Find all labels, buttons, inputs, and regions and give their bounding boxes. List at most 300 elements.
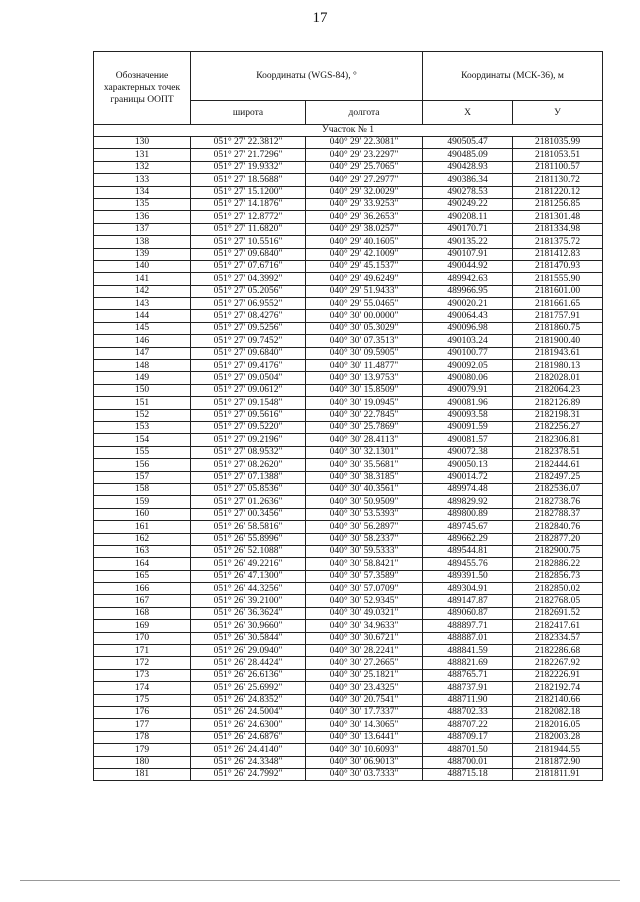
- y-cell: 2182856.73: [513, 570, 603, 582]
- longitude-cell: 040° 30' 23.4325": [306, 682, 423, 694]
- longitude-cell: 040° 29' 32.0029": [306, 186, 423, 198]
- y-cell: 2182286.68: [513, 645, 603, 657]
- point-id-cell: 169: [94, 620, 191, 632]
- latitude-cell: 051° 26' 24.4140": [191, 744, 306, 756]
- y-cell: 2182840.76: [513, 521, 603, 533]
- table-row: [94, 198, 603, 210]
- longitude-cell: 040° 30' 27.2665": [306, 657, 423, 669]
- table-row: [94, 273, 603, 285]
- x-cell: 490064.43: [423, 310, 513, 322]
- latitude-cell: 051° 27' 21.7296": [191, 149, 306, 161]
- table-row: [94, 756, 603, 768]
- x-cell: 490249.22: [423, 198, 513, 210]
- x-cell: 488765.71: [423, 669, 513, 681]
- y-cell: 2182334.57: [513, 632, 603, 644]
- table-row: [94, 161, 603, 173]
- y-cell: 2181811.91: [513, 768, 603, 780]
- latitude-cell: 051° 27' 14.1876": [191, 198, 306, 210]
- x-cell: 490044.92: [423, 260, 513, 272]
- point-id-cell: 176: [94, 706, 191, 718]
- x-cell: 488711.90: [423, 694, 513, 706]
- x-cell: 490170.71: [423, 223, 513, 235]
- header-x: X: [423, 101, 513, 125]
- x-cell: 490103.24: [423, 335, 513, 347]
- x-cell: 489974.48: [423, 483, 513, 495]
- x-cell: 488702.33: [423, 706, 513, 718]
- x-cell: 488897.71: [423, 620, 513, 632]
- y-cell: 2182886.22: [513, 558, 603, 570]
- table-row: [94, 459, 603, 471]
- latitude-cell: 051° 26' 52.1088": [191, 545, 306, 557]
- longitude-cell: 040° 30' 17.7337": [306, 706, 423, 718]
- x-cell: 490014.72: [423, 471, 513, 483]
- y-cell: 2182028.01: [513, 372, 603, 384]
- y-cell: 2181900.40: [513, 335, 603, 347]
- x-cell: 490091.59: [423, 421, 513, 433]
- longitude-cell: 040° 29' 25.7065": [306, 161, 423, 173]
- table-row: [94, 409, 603, 421]
- y-cell: 2181555.90: [513, 273, 603, 285]
- table-row: [94, 137, 603, 149]
- x-cell: 489829.92: [423, 496, 513, 508]
- y-cell: 2182126.89: [513, 397, 603, 409]
- latitude-cell: 051° 27' 05.8536": [191, 483, 306, 495]
- latitude-cell: 051° 26' 24.7992": [191, 768, 306, 780]
- table-row: [94, 322, 603, 334]
- latitude-cell: 051° 26' 30.5844": [191, 632, 306, 644]
- x-cell: 488821.69: [423, 657, 513, 669]
- point-id-cell: 146: [94, 335, 191, 347]
- longitude-cell: 040° 30' 28.4113": [306, 434, 423, 446]
- longitude-cell: 040° 29' 38.0257": [306, 223, 423, 235]
- point-id-cell: 149: [94, 372, 191, 384]
- table-row: [94, 533, 603, 545]
- header-y: У: [513, 101, 603, 125]
- y-cell: 2181375.72: [513, 236, 603, 248]
- point-id-cell: 173: [94, 669, 191, 681]
- table-row: [94, 186, 603, 198]
- longitude-cell: 040° 30' 06.9013": [306, 756, 423, 768]
- latitude-cell: 051° 27' 06.9552": [191, 298, 306, 310]
- point-id-cell: 179: [94, 744, 191, 756]
- x-cell: 489662.29: [423, 533, 513, 545]
- point-id-cell: 174: [94, 682, 191, 694]
- x-cell: 490081.57: [423, 434, 513, 446]
- header-longitude: долгота: [306, 101, 423, 125]
- header-latitude: широта: [191, 101, 306, 125]
- x-cell: 490208.11: [423, 211, 513, 223]
- latitude-cell: 051° 27' 09.5256": [191, 322, 306, 334]
- table-row: [94, 595, 603, 607]
- latitude-cell: 051° 26' 30.9660": [191, 620, 306, 632]
- longitude-cell: 040° 30' 09.5905": [306, 347, 423, 359]
- table-row: [94, 545, 603, 557]
- y-cell: 2182497.25: [513, 471, 603, 483]
- longitude-cell: 040° 30' 10.6093": [306, 744, 423, 756]
- table-row: [94, 285, 603, 297]
- longitude-cell: 040° 29' 45.1537": [306, 260, 423, 272]
- longitude-cell: 040° 30' 03.7333": [306, 768, 423, 780]
- y-cell: 2181470.93: [513, 260, 603, 272]
- longitude-cell: 040° 30' 32.1301": [306, 446, 423, 458]
- y-cell: 2182003.28: [513, 731, 603, 743]
- x-cell: 488715.18: [423, 768, 513, 780]
- point-id-cell: 138: [94, 236, 191, 248]
- latitude-cell: 051° 27' 01.2636": [191, 496, 306, 508]
- y-cell: 2181100.57: [513, 161, 603, 173]
- longitude-cell: 040° 30' 52.9345": [306, 595, 423, 607]
- latitude-cell: 051° 26' 24.6876": [191, 731, 306, 743]
- x-cell: 490096.98: [423, 322, 513, 334]
- latitude-cell: 051° 26' 29.0940": [191, 645, 306, 657]
- point-id-cell: 171: [94, 645, 191, 657]
- longitude-cell: 040° 30' 13.9753": [306, 372, 423, 384]
- latitude-cell: 051° 27' 07.6716": [191, 260, 306, 272]
- table-row: [94, 260, 603, 272]
- bottom-rule: [20, 880, 620, 881]
- table-row: [94, 657, 603, 669]
- longitude-cell: 040° 29' 55.0465": [306, 298, 423, 310]
- y-cell: 2181601.00: [513, 285, 603, 297]
- latitude-cell: 051° 27' 09.4176": [191, 360, 306, 372]
- y-cell: 2182378.51: [513, 446, 603, 458]
- section-row: [94, 125, 603, 137]
- point-id-cell: 162: [94, 533, 191, 545]
- point-id-cell: 163: [94, 545, 191, 557]
- x-cell: 490092.05: [423, 360, 513, 372]
- point-id-cell: 168: [94, 607, 191, 619]
- longitude-cell: 040° 30' 05.3029": [306, 322, 423, 334]
- x-cell: 490050.13: [423, 459, 513, 471]
- table-row: [94, 149, 603, 161]
- x-cell: 489304.91: [423, 583, 513, 595]
- y-cell: 2182192.74: [513, 682, 603, 694]
- point-id-cell: 155: [94, 446, 191, 458]
- point-id-cell: 152: [94, 409, 191, 421]
- header-point-designation: Обозначение характерных точек границы ООПТ: [94, 52, 191, 125]
- point-id-cell: 167: [94, 595, 191, 607]
- latitude-cell: 051° 27' 09.5616": [191, 409, 306, 421]
- table-row: [94, 372, 603, 384]
- longitude-cell: 040° 30' 07.3513": [306, 335, 423, 347]
- longitude-cell: 040° 30' 56.2897": [306, 521, 423, 533]
- table-row: [94, 632, 603, 644]
- latitude-cell: 051° 27' 09.0612": [191, 384, 306, 396]
- table-row: [94, 347, 603, 359]
- x-cell: 489391.50: [423, 570, 513, 582]
- latitude-cell: 051° 27' 15.1200": [191, 186, 306, 198]
- y-cell: 2182267.92: [513, 657, 603, 669]
- y-cell: 2181757.91: [513, 310, 603, 322]
- table-row: [94, 335, 603, 347]
- longitude-cell: 040° 30' 11.4877": [306, 360, 423, 372]
- latitude-cell: 051° 26' 55.8996": [191, 533, 306, 545]
- latitude-cell: 051° 26' 44.3256": [191, 583, 306, 595]
- y-cell: 2181860.75: [513, 322, 603, 334]
- point-id-cell: 178: [94, 731, 191, 743]
- point-id-cell: 154: [94, 434, 191, 446]
- table-row: [94, 706, 603, 718]
- table-row: [94, 384, 603, 396]
- point-id-cell: 150: [94, 384, 191, 396]
- point-id-cell: 139: [94, 248, 191, 260]
- point-id-cell: 147: [94, 347, 191, 359]
- point-id-cell: 181: [94, 768, 191, 780]
- point-id-cell: 160: [94, 508, 191, 520]
- point-id-cell: 157: [94, 471, 191, 483]
- y-cell: 2181943.61: [513, 347, 603, 359]
- latitude-cell: 051° 27' 07.1388": [191, 471, 306, 483]
- y-cell: 2181301.48: [513, 211, 603, 223]
- longitude-cell: 040° 29' 49.6249": [306, 273, 423, 285]
- longitude-cell: 040° 30' 53.5393": [306, 508, 423, 520]
- point-id-cell: 133: [94, 174, 191, 186]
- table-row: [94, 471, 603, 483]
- latitude-cell: 051° 26' 26.6136": [191, 669, 306, 681]
- y-cell: 2182900.75: [513, 545, 603, 557]
- latitude-cell: 051° 27' 09.0504": [191, 372, 306, 384]
- point-id-cell: 175: [94, 694, 191, 706]
- y-cell: 2181872.90: [513, 756, 603, 768]
- table-row: [94, 607, 603, 619]
- table-row: [94, 174, 603, 186]
- table-row: [94, 434, 603, 446]
- point-id-cell: 130: [94, 137, 191, 149]
- x-cell: 488841.59: [423, 645, 513, 657]
- table-row: [94, 483, 603, 495]
- header-wgs84: Координаты (WGS-84), °: [191, 52, 423, 101]
- y-cell: 2182140.66: [513, 694, 603, 706]
- x-cell: 488737.91: [423, 682, 513, 694]
- point-id-cell: 143: [94, 298, 191, 310]
- coordinates-table: [93, 51, 603, 781]
- x-cell: 490135.22: [423, 236, 513, 248]
- latitude-cell: 051° 26' 36.3624": [191, 607, 306, 619]
- latitude-cell: 051° 27' 08.2620": [191, 459, 306, 471]
- point-id-cell: 151: [94, 397, 191, 409]
- longitude-cell: 040° 30' 19.0945": [306, 397, 423, 409]
- point-id-cell: 158: [94, 483, 191, 495]
- latitude-cell: 051° 26' 28.4424": [191, 657, 306, 669]
- longitude-cell: 040° 30' 58.8421": [306, 558, 423, 570]
- x-cell: 490080.06: [423, 372, 513, 384]
- table-row: [94, 682, 603, 694]
- x-cell: 488707.22: [423, 719, 513, 731]
- y-cell: 2181130.72: [513, 174, 603, 186]
- x-cell: 489745.67: [423, 521, 513, 533]
- y-cell: 2182877.20: [513, 533, 603, 545]
- point-id-cell: 144: [94, 310, 191, 322]
- table-row: [94, 570, 603, 582]
- latitude-cell: 051° 26' 24.3348": [191, 756, 306, 768]
- y-cell: 2182226.91: [513, 669, 603, 681]
- longitude-cell: 040° 30' 38.3185": [306, 471, 423, 483]
- longitude-cell: 040° 29' 33.9253": [306, 198, 423, 210]
- table-row: [94, 521, 603, 533]
- page-number: 17: [312, 10, 328, 26]
- y-cell: 2182691.52: [513, 607, 603, 619]
- y-cell: 2181256.85: [513, 198, 603, 210]
- longitude-cell: 040° 29' 27.2977": [306, 174, 423, 186]
- longitude-cell: 040° 30' 57.0709": [306, 583, 423, 595]
- latitude-cell: 051° 26' 49.2216": [191, 558, 306, 570]
- longitude-cell: 040° 30' 14.3065": [306, 719, 423, 731]
- latitude-cell: 051° 27' 09.2196": [191, 434, 306, 446]
- longitude-cell: 040° 30' 00.0000": [306, 310, 423, 322]
- y-cell: 2182016.05: [513, 719, 603, 731]
- x-cell: 488701.50: [423, 744, 513, 756]
- table-row: [94, 620, 603, 632]
- x-cell: 490505.47: [423, 137, 513, 149]
- x-cell: 490107.91: [423, 248, 513, 260]
- y-cell: 2182536.07: [513, 483, 603, 495]
- y-cell: 2181980.13: [513, 360, 603, 372]
- table-row: [94, 223, 603, 235]
- x-cell: 489060.87: [423, 607, 513, 619]
- y-cell: 2181412.83: [513, 248, 603, 260]
- y-cell: 2182256.27: [513, 421, 603, 433]
- latitude-cell: 051° 27' 05.2056": [191, 285, 306, 297]
- longitude-cell: 040° 30' 40.3561": [306, 483, 423, 495]
- latitude-cell: 051° 26' 39.2100": [191, 595, 306, 607]
- x-cell: 488887.01: [423, 632, 513, 644]
- x-cell: 490485.09: [423, 149, 513, 161]
- longitude-cell: 040° 30' 22.7845": [306, 409, 423, 421]
- x-cell: 490278.53: [423, 186, 513, 198]
- x-cell: 489966.95: [423, 285, 513, 297]
- point-id-cell: 134: [94, 186, 191, 198]
- table-row: [94, 768, 603, 780]
- longitude-cell: 040° 30' 15.8509": [306, 384, 423, 396]
- table-row: [94, 558, 603, 570]
- x-cell: 490079.91: [423, 384, 513, 396]
- latitude-cell: 051° 26' 24.5004": [191, 706, 306, 718]
- latitude-cell: 051° 26' 47.1300": [191, 570, 306, 582]
- x-cell: 490081.96: [423, 397, 513, 409]
- table-row: [94, 211, 603, 223]
- y-cell: 2182738.76: [513, 496, 603, 508]
- point-id-cell: 161: [94, 521, 191, 533]
- longitude-cell: 040° 30' 28.2241": [306, 645, 423, 657]
- x-cell: 489147.87: [423, 595, 513, 607]
- table-row: [94, 360, 603, 372]
- table-row: [94, 236, 603, 248]
- section-label: Участок № 1: [94, 125, 603, 137]
- y-cell: 2181035.99: [513, 137, 603, 149]
- x-cell: 488709.17: [423, 731, 513, 743]
- latitude-cell: 051° 27' 12.8772": [191, 211, 306, 223]
- y-cell: 2181661.65: [513, 298, 603, 310]
- latitude-cell: 051° 27' 18.5688": [191, 174, 306, 186]
- x-cell: 488700.01: [423, 756, 513, 768]
- latitude-cell: 051° 26' 58.5816": [191, 521, 306, 533]
- y-cell: 2181944.55: [513, 744, 603, 756]
- longitude-cell: 040° 30' 58.2337": [306, 533, 423, 545]
- y-cell: 2182417.61: [513, 620, 603, 632]
- longitude-cell: 040° 29' 22.3081": [306, 137, 423, 149]
- x-cell: 489455.76: [423, 558, 513, 570]
- y-cell: 2182788.37: [513, 508, 603, 520]
- longitude-cell: 040° 30' 34.9633": [306, 620, 423, 632]
- latitude-cell: 051° 26' 25.6992": [191, 682, 306, 694]
- latitude-cell: 051° 27' 09.7452": [191, 335, 306, 347]
- table-row: [94, 496, 603, 508]
- x-cell: 490100.77: [423, 347, 513, 359]
- table-row: [94, 310, 603, 322]
- point-id-cell: 137: [94, 223, 191, 235]
- y-cell: 2182444.61: [513, 459, 603, 471]
- point-id-cell: 172: [94, 657, 191, 669]
- point-id-cell: 142: [94, 285, 191, 297]
- header-msk36: Координаты (МСК-36), м: [423, 52, 603, 101]
- latitude-cell: 051° 27' 11.6820": [191, 223, 306, 235]
- latitude-cell: 051° 27' 08.4276": [191, 310, 306, 322]
- x-cell: 489942.63: [423, 273, 513, 285]
- y-cell: 2182198.31: [513, 409, 603, 421]
- point-id-cell: 136: [94, 211, 191, 223]
- point-id-cell: 156: [94, 459, 191, 471]
- latitude-cell: 051° 27' 08.9532": [191, 446, 306, 458]
- longitude-cell: 040° 30' 25.7869": [306, 421, 423, 433]
- y-cell: 2181220.12: [513, 186, 603, 198]
- y-cell: 2182082.18: [513, 706, 603, 718]
- longitude-cell: 040° 29' 23.2297": [306, 149, 423, 161]
- point-id-cell: 135: [94, 198, 191, 210]
- x-cell: 489544.81: [423, 545, 513, 557]
- point-id-cell: 145: [94, 322, 191, 334]
- table-row: [94, 669, 603, 681]
- latitude-cell: 051° 27' 09.5220": [191, 421, 306, 433]
- table-row: [94, 731, 603, 743]
- y-cell: 2182850.02: [513, 583, 603, 595]
- point-id-cell: 166: [94, 583, 191, 595]
- table-row: [94, 298, 603, 310]
- longitude-cell: 040° 30' 50.9509": [306, 496, 423, 508]
- point-id-cell: 132: [94, 161, 191, 173]
- longitude-cell: 040° 29' 51.9433": [306, 285, 423, 297]
- point-id-cell: 159: [94, 496, 191, 508]
- latitude-cell: 051° 27' 09.6840": [191, 347, 306, 359]
- x-cell: 489800.89: [423, 508, 513, 520]
- x-cell: 490072.38: [423, 446, 513, 458]
- longitude-cell: 040° 29' 40.1605": [306, 236, 423, 248]
- x-cell: 490020.21: [423, 298, 513, 310]
- latitude-cell: 051° 27' 09.1548": [191, 397, 306, 409]
- longitude-cell: 040° 30' 20.7541": [306, 694, 423, 706]
- y-cell: 2181053.51: [513, 149, 603, 161]
- longitude-cell: 040° 29' 36.2653": [306, 211, 423, 223]
- longitude-cell: 040° 30' 25.1821": [306, 669, 423, 681]
- longitude-cell: 040° 30' 57.3589": [306, 570, 423, 582]
- point-id-cell: 165: [94, 570, 191, 582]
- x-cell: 490386.34: [423, 174, 513, 186]
- y-cell: 2182306.81: [513, 434, 603, 446]
- point-id-cell: 131: [94, 149, 191, 161]
- longitude-cell: 040° 30' 49.0321": [306, 607, 423, 619]
- longitude-cell: 040° 30' 35.5681": [306, 459, 423, 471]
- latitude-cell: 051° 27' 19.9332": [191, 161, 306, 173]
- point-id-cell: 180: [94, 756, 191, 768]
- table-row: [94, 583, 603, 595]
- table-row: [94, 248, 603, 260]
- latitude-cell: 051° 27' 10.5516": [191, 236, 306, 248]
- table-row: [94, 446, 603, 458]
- point-id-cell: 140: [94, 260, 191, 272]
- point-id-cell: 148: [94, 360, 191, 372]
- latitude-cell: 051° 27' 04.3992": [191, 273, 306, 285]
- y-cell: 2182064.23: [513, 384, 603, 396]
- longitude-cell: 040° 30' 13.6441": [306, 731, 423, 743]
